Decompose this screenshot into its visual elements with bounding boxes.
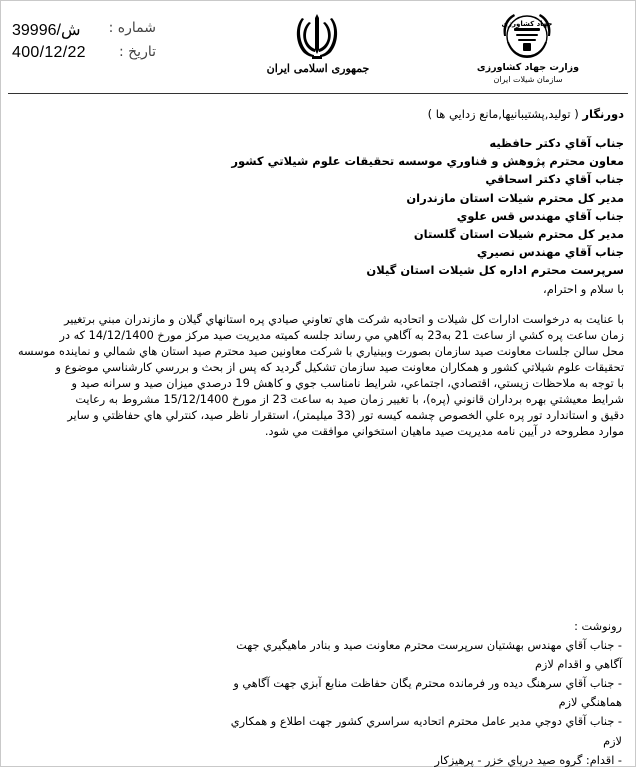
- letter-content: [12, 104, 624, 440]
- logo-text: جهاد کشاورزی: [501, 20, 553, 28]
- greeting: با سلام و احترام،: [543, 281, 624, 296]
- body-line: محل سالن جلسات معاونت صيد سازمان بصورت وبينياري با شركت معاونين صيد محترم صيد استان هاي شمالي و نماينده موسسه: [17, 344, 624, 358]
- fax-line: [12, 104, 624, 124]
- cc-title: رونوشت :: [574, 620, 622, 633]
- recipient-line: سرپرست محترم اداره كل شيلات استان گيلان: [366, 263, 624, 278]
- recipient-line: جناب آقاي مهندس قس علوي: [456, 208, 624, 223]
- national-emblem-icon: [292, 10, 342, 62]
- date-label: تاريخ :: [118, 44, 156, 60]
- body-line: تحقيقات علوم شيلاتي كشور و همكاران معاونت صيد سازمان تشكيل گرديد كه پس از بحث و بررسي كارشناسي موضوع و: [55, 360, 624, 374]
- recipient-line: جناب آقاي دكتر اسحاقي: [485, 172, 624, 187]
- date-row: [6, 40, 156, 64]
- ministry-name: وزارت جهاد کشاورزی: [476, 62, 580, 73]
- body-line: با عنايت به درخواست ادارات كل شيلات و اتحاديه شركت هاي تعاوني صيادي پره استانهاي گيلان و مازندران مبني برتغيير: [64, 312, 624, 326]
- recipient-line: مدير كل محترم شيلات استان مازندران: [406, 190, 624, 205]
- ministry-logo-icon: [492, 8, 562, 64]
- body-line: زمان ساعت پره كشي از ساعت 21 به23 به آگاهي مي رساند جلسه كميته مديريت صيد مركز مورخ 14/12/1400 كه در: [59, 328, 624, 342]
- fax-subject: ( توليد,پشتيبانيها,مانع زدايي ها ): [427, 107, 579, 121]
- cc-line: لازم: [603, 734, 622, 748]
- body-line: دقيق و استاندارد تور پره علي الخصوص چشمه كيسه تور (33 ميليمتر)، استقرار ناظر صيد، كنترلي هاي حفاظتي و ساير: [67, 409, 624, 423]
- cc-block: [10, 617, 622, 770]
- fax-label: دورنگار: [582, 107, 624, 121]
- body-line: با توجه به ملاحظات زيستي، اقتصادي، اجتماعي، شرايط نامناسب جوي و كاهش 19 درصدي ميزان صيد و سرانه صيد و: [71, 377, 624, 390]
- ministry-block: [470, 62, 586, 85]
- country-name: جمهوری اسلامی ایران: [266, 62, 370, 75]
- cc-line: - اقدام: گروه صيد درياي خزر - پرهيزكار: [434, 753, 622, 767]
- date-value: 400/12/22: [12, 44, 86, 61]
- header-divider: [8, 93, 628, 94]
- letter-body: [12, 312, 624, 441]
- cc-line: هماهنگي لازم: [558, 696, 622, 710]
- number-row: [6, 16, 156, 40]
- organization-name: سازمان شیلات ایران: [493, 75, 563, 84]
- letterhead: [0, 0, 636, 96]
- recipients-block: [12, 134, 624, 280]
- cc-line: - جناب آقاي سرهنگ ديده ور فرمانده محترم يگان حفاظت منابع آبزي جهت آگاهي و: [233, 677, 622, 691]
- recipient-line: معاون محترم پژوهش و فناوري موسسه تحقيقات علوم شيلاتي كشور: [231, 154, 624, 169]
- recipient-line: جناب آقاي مهندس نصيري: [476, 245, 624, 260]
- cc-line: - جناب آقاي مهندس بهشتيان سرپرست محترم معاونت صيد و بنادر ماهيگيري جهت: [236, 639, 622, 653]
- number-label: شماره :: [108, 20, 156, 36]
- cc-line: آگاهي و اقدام لازم: [534, 658, 622, 672]
- letter-meta: [6, 16, 156, 64]
- body-line: موارد مطروحه در آيين نامه مديريت صيد ماهيان استخواني موافقت مي شود.: [264, 425, 624, 439]
- body-line: شرايط معيشتي بهره برداران قانوني (پره)، با تغيير زمان صيد به ساعت 23 از مورخ 15/12/1400 مشروط به رعايت: [75, 393, 624, 407]
- number-value: ش/39996: [12, 22, 81, 39]
- recipient-line: مدير كل محترم شيلات استان گلستان: [413, 227, 624, 242]
- cc-line: - جناب آقاي دوجي مدير عامل محترم اتحاديه سراسري كشور جهت اطلاع و همكاري: [230, 715, 622, 729]
- recipient-line: جناب آقاي دكتر حافظيه: [489, 136, 624, 150]
